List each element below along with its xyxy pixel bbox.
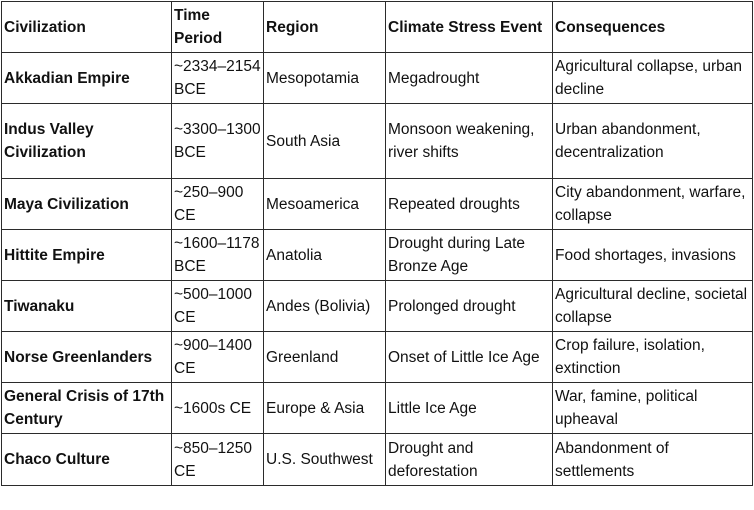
civilizations-climate-table <box>1 1 753 486</box>
cell-region: Europe & Asia <box>264 383 386 434</box>
cell-time-period: ~250–900 CE <box>172 179 264 230</box>
cell-civilization: Hittite Empire <box>2 230 172 281</box>
cell-region: Mesopotamia <box>264 53 386 104</box>
table-row <box>2 332 753 383</box>
cell-time-period: ~1600–1178 BCE <box>172 230 264 281</box>
cell-time-period: ~900–1400 CE <box>172 332 264 383</box>
cell-climate-stress-event: Megadrought <box>386 53 553 104</box>
cell-climate-stress-event: Drought during Late Bronze Age <box>386 230 553 281</box>
cell-time-period: ~3300–1300 BCE <box>172 104 264 179</box>
table-row <box>2 281 753 332</box>
table-row <box>2 383 753 434</box>
cell-civilization: Maya Civilization <box>2 179 172 230</box>
cell-region: U.S. Southwest <box>264 434 386 486</box>
cell-consequences: Urban abandonment, decentralization <box>553 104 753 179</box>
cell-consequences: Abandonment of settlements <box>553 434 753 486</box>
cell-region: Greenland <box>264 332 386 383</box>
cell-climate-stress-event: Monsoon weakening, river shifts <box>386 104 553 179</box>
cell-civilization: General Crisis of 17th Century <box>2 383 172 434</box>
header-time-period: Time Period <box>172 2 264 53</box>
cell-consequences: Agricultural decline, societal collapse <box>553 281 753 332</box>
cell-time-period: ~850–1250 CE <box>172 434 264 486</box>
table-row <box>2 104 753 179</box>
cell-climate-stress-event: Prolonged drought <box>386 281 553 332</box>
cell-consequences: War, famine, political upheaval <box>553 383 753 434</box>
cell-civilization: Norse Greenlanders <box>2 332 172 383</box>
cell-time-period: ~500–1000 CE <box>172 281 264 332</box>
table-row <box>2 53 753 104</box>
cell-climate-stress-event: Little Ice Age <box>386 383 553 434</box>
cell-civilization: Tiwanaku <box>2 281 172 332</box>
cell-civilization: Akkadian Empire <box>2 53 172 104</box>
cell-region: South Asia <box>264 104 386 179</box>
cell-climate-stress-event: Repeated droughts <box>386 179 553 230</box>
cell-climate-stress-event: Onset of Little Ice Age <box>386 332 553 383</box>
header-climate-stress-event: Climate Stress Event <box>386 2 553 53</box>
header-consequences: Consequences <box>553 2 753 53</box>
table-row <box>2 230 753 281</box>
header-civilization: Civilization <box>2 2 172 53</box>
cell-consequences: Crop failure, isolation, extinction <box>553 332 753 383</box>
cell-civilization: Indus Valley Civilization <box>2 104 172 179</box>
cell-civilization: Chaco Culture <box>2 434 172 486</box>
cell-time-period: ~1600s CE <box>172 383 264 434</box>
header-region: Region <box>264 2 386 53</box>
cell-consequences: Agricultural collapse, urban decline <box>553 53 753 104</box>
table-row <box>2 179 753 230</box>
cell-consequences: Food shortages, invasions <box>553 230 753 281</box>
cell-consequences: City abandonment, warfare, collapse <box>553 179 753 230</box>
cell-region: Andes (Bolivia) <box>264 281 386 332</box>
cell-time-period: ~2334–2154 BCE <box>172 53 264 104</box>
cell-region: Anatolia <box>264 230 386 281</box>
table-row <box>2 434 753 486</box>
cell-climate-stress-event: Drought and deforestation <box>386 434 553 486</box>
table-header-row <box>2 2 753 53</box>
cell-region: Mesoamerica <box>264 179 386 230</box>
